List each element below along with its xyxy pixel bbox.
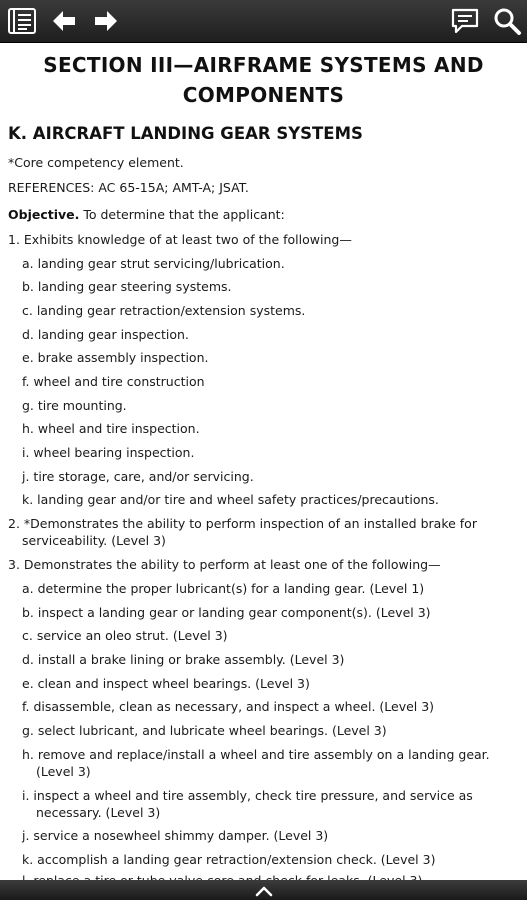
references: REFERENCES: AC 65-15A; AMT-A; JSAT. [8,180,249,195]
item-1: 1. Exhibits knowledge of at least two of the following— [8,232,352,247]
item-2-cont: serviceability. (Level 3) [22,533,166,548]
item-1-sub: h. wheel and tire inspection. [22,421,200,436]
item-1-sub: a. landing gear strut servicing/lubrication. [22,256,285,271]
chevron-up-icon[interactable] [254,883,274,902]
item-1-sub: c. landing gear retraction/extension systems. [22,303,306,318]
item-3-sub-cont: necessary. (Level 3) [36,805,161,820]
search-icon[interactable] [490,0,524,42]
item-3-sub: g. select lubricant, and lubricate wheel bearings. (Level 3) [22,723,387,738]
back-arrow-icon[interactable] [48,0,80,42]
item-3-sub: h. remove and replace/install a wheel and tire assembly on a landing gear. [22,747,490,762]
item-1-sub: f. wheel and tire construction [22,374,205,389]
subsection-heading: K. AIRCRAFT LANDING GEAR SYSTEMS [8,124,363,143]
item-1-sub: k. landing gear and/or tire and wheel safety practices/precautions. [22,492,439,507]
forward-arrow-icon[interactable] [90,0,122,42]
toc-icon[interactable] [4,0,40,42]
item-3-sub: c. service an oleo strut. (Level 3) [22,628,228,643]
section-title-line-2: COMPONENTS [182,83,345,107]
item-2: 2. *Demonstrates the ability to perform inspection of an installed brake for [8,516,477,531]
bottom-bar [0,880,527,900]
item-1-sub: g. tire mounting. [22,398,127,413]
objective-label: Objective. [8,207,80,222]
top-toolbar [0,0,527,43]
comment-icon[interactable] [447,0,483,42]
item-1-sub: b. landing gear steering systems. [22,279,232,294]
item-3-sub: j. service a nosewheel shimmy damper. (Level 3) [22,828,329,843]
item-3-sub: b. inspect a landing gear or landing gear component(s). (Level 3) [22,605,431,620]
section-title [0,50,527,110]
item-3-sub: e. clean and inspect wheel bearings. (Level 3) [22,676,310,691]
item-1-sub: e. brake assembly inspection. [22,350,209,365]
item-3-sub: f. disassemble, clean as necessary, and inspect a wheel. (Level 3) [22,699,435,714]
core-note: *Core competency element. [8,155,184,170]
item-1-sub: i. wheel bearing inspection. [22,445,195,460]
item-3-sub: a. determine the proper lubricant(s) for a landing gear. (Level 1) [22,581,425,596]
item-3-sub-cont: (Level 3) [36,764,91,779]
objective-text: To determine that the applicant: [79,207,285,222]
section-title-line-1: SECTION III—AIRFRAME SYSTEMS AND [43,53,484,77]
item-1-sub: j. tire storage, care, and/or servicing. [22,469,254,484]
item-1-sub: d. landing gear inspection. [22,327,189,342]
item-3-sub: i. inspect a wheel and tire assembly, check tire pressure, and service as [22,788,473,803]
item-3: 3. Demonstrates the ability to perform at least one of the following— [8,557,441,572]
item-3-sub: k. accomplish a landing gear retraction/extension check. (Level 3) [22,852,436,867]
document-page[interactable] [0,42,527,880]
objective [8,207,285,222]
item-3-sub: d. install a brake lining or brake assembly. (Level 3) [22,652,345,667]
